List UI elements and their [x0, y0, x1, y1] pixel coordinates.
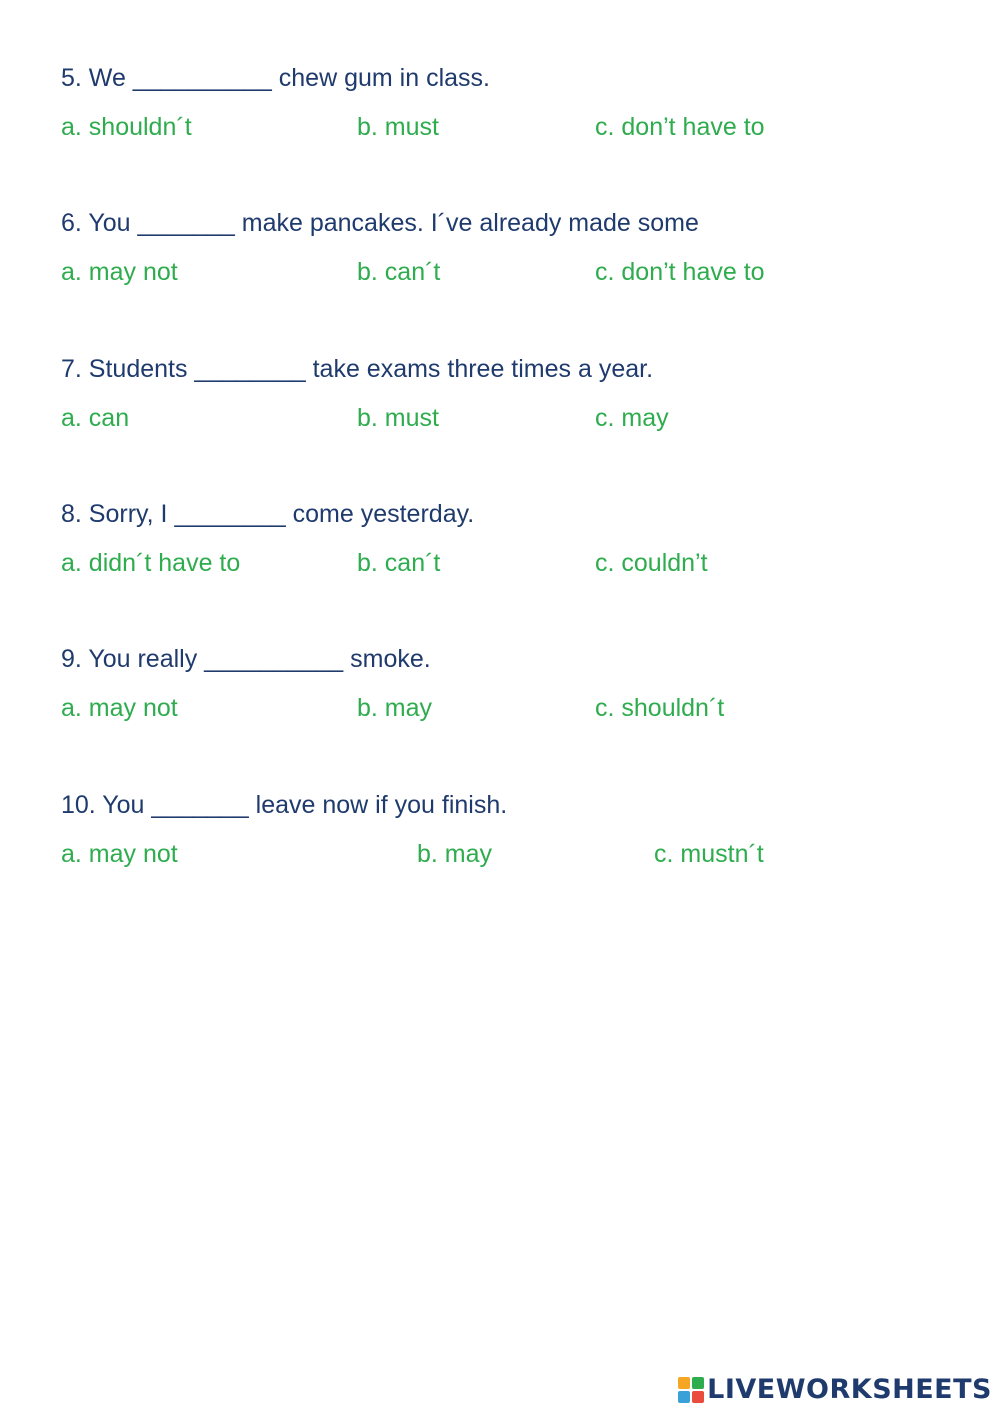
question-6: [61, 208, 961, 287]
question-stem: 10. You _______ leave now if you finish.: [61, 791, 508, 819]
option-c[interactable]: c. don’t have to: [595, 258, 765, 286]
logo-square-red: [692, 1391, 704, 1403]
option-b[interactable]: b. must: [357, 404, 439, 432]
option-b[interactable]: b. may: [417, 840, 493, 868]
question-stem: 9. You really __________ smoke.: [61, 645, 431, 673]
question-8: [61, 499, 961, 578]
option-a[interactable]: a. may not: [61, 258, 178, 286]
question-9: [61, 644, 961, 723]
option-b[interactable]: b. must: [357, 113, 439, 141]
option-a[interactable]: a. didn´t have to: [61, 549, 241, 577]
options-row: [61, 112, 961, 142]
option-c[interactable]: c. shouldn´t: [595, 694, 725, 722]
options-row: [61, 548, 961, 578]
liveworksheets-logo-icon: [678, 1377, 704, 1403]
question-stem: 5. We __________ chew gum in class.: [61, 64, 490, 92]
question-stem: 7. Students ________ take exams three times a year.: [61, 355, 654, 383]
liveworksheets-logo: [678, 1374, 992, 1405]
option-c[interactable]: c. don’t have to: [595, 113, 765, 141]
logo-square-blue: [678, 1391, 690, 1403]
options-row: [61, 839, 961, 869]
question-7: [61, 354, 961, 433]
question-5: [61, 63, 961, 142]
question-stem: 8. Sorry, I ________ come yesterday.: [61, 500, 475, 528]
options-row: [61, 257, 961, 287]
option-b[interactable]: b. may: [357, 694, 433, 722]
option-b[interactable]: b. can´t: [357, 549, 441, 577]
option-b[interactable]: b. can´t: [357, 258, 441, 286]
option-a[interactable]: a. shouldn´t: [61, 113, 192, 141]
options-row: [61, 403, 961, 433]
option-c[interactable]: c. mustn´t: [654, 840, 764, 868]
options-row: [61, 693, 961, 723]
option-c[interactable]: c. couldn’t: [595, 549, 708, 577]
option-c[interactable]: c. may: [595, 404, 669, 432]
logo-square-orange: [678, 1377, 690, 1389]
option-a[interactable]: a. can: [61, 404, 130, 432]
question-stem: 6. You _______ make pancakes. I´ve already made some: [61, 209, 699, 237]
logo-text: LIVEWORKSHEETS: [707, 1374, 992, 1405]
option-a[interactable]: a. may not: [61, 840, 178, 868]
option-a[interactable]: a. may not: [61, 694, 178, 722]
question-10: [61, 790, 961, 869]
logo-square-green: [692, 1377, 704, 1389]
